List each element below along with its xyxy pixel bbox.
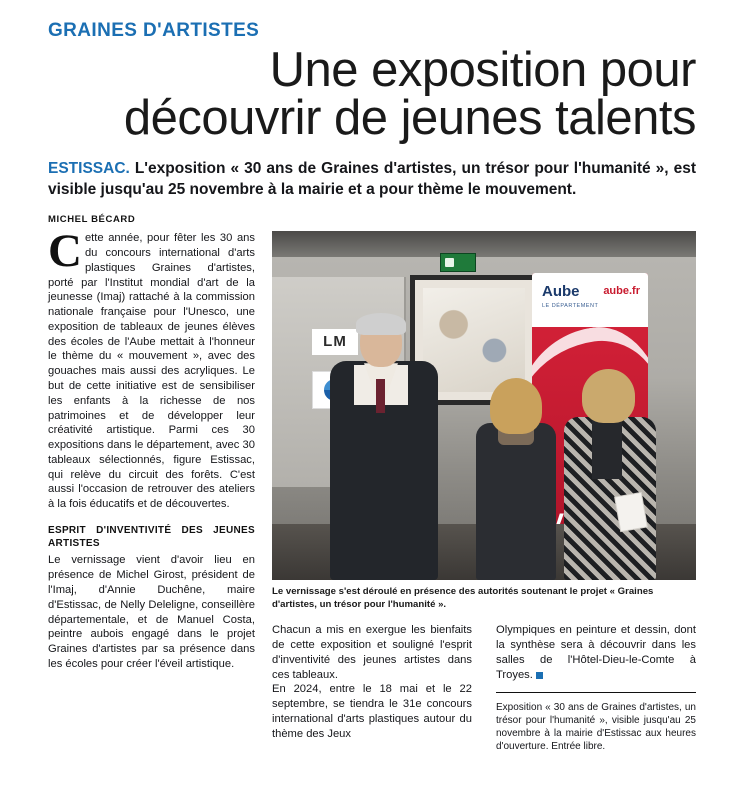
photo-ceiling xyxy=(272,231,696,257)
woman-right-top xyxy=(592,419,622,479)
wall-logo-text: LM xyxy=(312,329,358,355)
column-two-paragraph-2: En 2024, entre le 18 mai et le 22 septembre, se tiendra le 31e concours international d'arts plastiques autour du thème des Jeux xyxy=(272,683,472,740)
photo-caption: Le vernissage s'est déroulé en présence des autorités soutenant le projet « Graines d'artistes, un trésor pour l'humanité ». xyxy=(272,586,654,610)
woman-center-coat xyxy=(476,423,556,580)
person-woman-center xyxy=(468,383,564,580)
person-woman-right xyxy=(558,375,662,580)
man-tie xyxy=(376,379,385,413)
column-one-paragraph-1: Cette année, pour fêter les 30 ans du concours international d'arts plastiques Graines d'artistes, porté par l'Institut mondial d'art de la jeunesse (Imaj) rattaché à la commission nationale française pour l'Unesco, une exposition de tableaux de jeunes élèves des écoles de l'Aube mettait à l'honneur le thème du « mouvement », avec des gouaches mais aussi des acryliques. Le but de cette initiative est de sensibiliser les enfants à la richesse de nos patrimoines et de développer leur créativité artistique. Parmi ces 30 expositions dans le département, avec 30 tableaux sélectionnés, figure Estissac, qui relève du circuit des forêts. C'est aussi l'occasion de retrouver des ateliers à la fois éducatifs et de découvertes. xyxy=(48,225,255,511)
banner-brand-label: Aube xyxy=(542,283,580,301)
woman-center-hair xyxy=(490,378,542,434)
person-man xyxy=(324,317,444,580)
column-three-paragraph-1 xyxy=(496,623,696,682)
column-one xyxy=(48,225,255,671)
article-container xyxy=(48,20,696,753)
column-two-paragraph-1: Chacun a mis en exergue les bienfaits de cette exposition et souligné l'esprit d'inventivité des jeunes artistes dans ces tableaux. xyxy=(272,624,472,681)
article-byline: MICHEL BÉCARD xyxy=(48,214,136,226)
page-title xyxy=(48,43,696,146)
headline-line-2: découvrir de jeunes talents xyxy=(123,91,696,146)
column-two xyxy=(272,623,472,741)
woman-right-leaflet xyxy=(615,493,647,531)
woman-right-hair xyxy=(582,369,635,423)
info-box: Exposition « 30 ans de Graines d'artistes, un trésor pour l'humanité », visible jusqu'au 25 novembre à la mairie d'Estissac aux heures d'ouverture. Entrée libre. xyxy=(496,692,696,753)
article-kicker: GRAINES D'ARTISTES xyxy=(48,20,260,41)
banner-url-label: aube.fr xyxy=(603,285,640,298)
man-hair xyxy=(356,313,406,335)
photo-block xyxy=(272,231,696,611)
end-mark-icon xyxy=(536,672,543,679)
headline-line-1: Une exposition pour xyxy=(269,43,696,97)
exit-sign-icon xyxy=(440,253,476,272)
article-subhead: ESPRIT D'INVENTIVITÉ DES JEUNES ARTISTES xyxy=(48,525,255,550)
column-one-paragraph-2: Le vernissage vient d'avoir lieu en présence de Michel Girost, président de l'Imaj, d'Annie Duchêne, maire d'Estissac, de Nelly Deleligne, conseillère départementale, et de Manuel Costa, peintre aubois engagé dans le projet Graines d'artistes par sa présence dans les écoles pour créer l'éveil artistique. xyxy=(48,554,255,670)
banner-header xyxy=(532,273,648,327)
column-three-text: Olympiques en peinture et dessin, dont la synthèse sera à découvrir dans les salles de l'Hôtel-Dieu-le-Comte à Troyes. xyxy=(496,624,696,681)
column-three xyxy=(496,623,696,753)
standfirst-place: ESTISSAC. xyxy=(48,160,130,178)
banner-department-label: LE DÉPARTEMENT xyxy=(542,303,599,310)
article-photo xyxy=(272,231,696,580)
article-standfirst xyxy=(48,158,696,200)
standfirst-text: L'exposition « 30 ans de Graines d'artistes, un trésor pour l'humanité », est visible jusqu'au 25 novembre à la mairie et a pour thème le mouvement. xyxy=(48,160,696,199)
